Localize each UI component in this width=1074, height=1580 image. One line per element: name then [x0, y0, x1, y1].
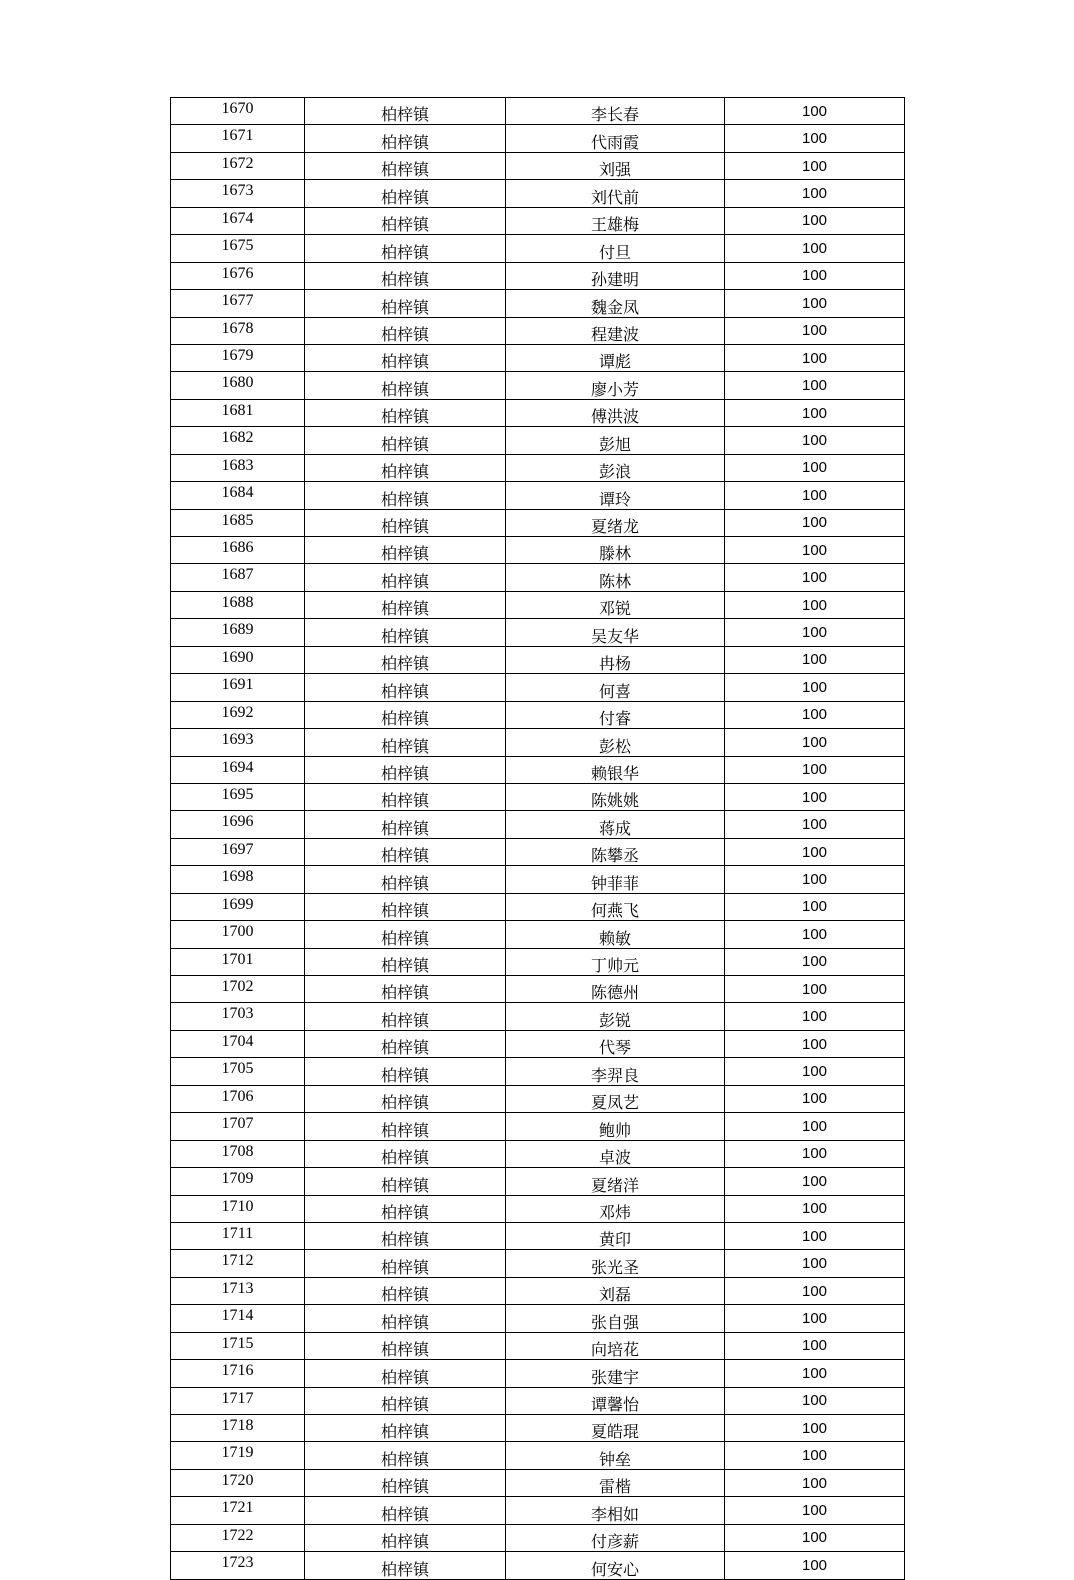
town-cell: 柏梓镇 [305, 125, 506, 152]
table-row [171, 1469, 905, 1496]
table-row [171, 701, 905, 728]
person-name-cell: 刘磊 [506, 1277, 725, 1304]
amount-cell: 100 [725, 674, 905, 701]
town-cell: 柏梓镇 [305, 482, 506, 509]
town-cell: 柏梓镇 [305, 1113, 506, 1140]
town-cell: 柏梓镇 [305, 1360, 506, 1387]
amount-cell: 100 [725, 1305, 905, 1332]
town-cell: 柏梓镇 [305, 1168, 506, 1195]
table-row [171, 152, 905, 179]
row-number-cell: 1695 [171, 783, 305, 810]
row-number-cell: 1721 [171, 1497, 305, 1524]
row-number-cell: 1679 [171, 344, 305, 371]
amount-cell: 100 [725, 1524, 905, 1551]
amount-cell: 100 [725, 1030, 905, 1057]
person-name-cell: 彭浪 [506, 454, 725, 481]
amount-cell: 100 [725, 948, 905, 975]
person-name-cell: 彭松 [506, 729, 725, 756]
town-cell: 柏梓镇 [305, 1524, 506, 1551]
person-name-cell: 代雨霞 [506, 125, 725, 152]
person-name-cell: 陈姚姚 [506, 783, 725, 810]
recipient-table-body [171, 98, 905, 1580]
amount-cell: 100 [725, 838, 905, 865]
table-row [171, 619, 905, 646]
town-cell: 柏梓镇 [305, 290, 506, 317]
row-number-cell: 1701 [171, 948, 305, 975]
town-cell: 柏梓镇 [305, 1085, 506, 1112]
table-row [171, 756, 905, 783]
town-cell: 柏梓镇 [305, 976, 506, 1003]
town-cell: 柏梓镇 [305, 1332, 506, 1359]
row-number-cell: 1683 [171, 454, 305, 481]
person-name-cell: 谭馨怡 [506, 1387, 725, 1414]
table-row [171, 1305, 905, 1332]
table-row [171, 1360, 905, 1387]
table-row [171, 1524, 905, 1551]
town-cell: 柏梓镇 [305, 399, 506, 426]
table-row [171, 427, 905, 454]
person-name-cell: 邓炜 [506, 1195, 725, 1222]
person-name-cell: 傅洪波 [506, 399, 725, 426]
table-row [171, 1277, 905, 1304]
amount-cell: 100 [725, 1250, 905, 1277]
amount-cell: 100 [725, 1168, 905, 1195]
table-row [171, 729, 905, 756]
amount-cell: 100 [725, 646, 905, 673]
town-cell: 柏梓镇 [305, 235, 506, 262]
table-row [171, 125, 905, 152]
town-cell: 柏梓镇 [305, 1442, 506, 1469]
table-row [171, 976, 905, 1003]
town-cell: 柏梓镇 [305, 262, 506, 289]
amount-cell: 100 [725, 783, 905, 810]
amount-cell: 100 [725, 317, 905, 344]
person-name-cell: 王雄梅 [506, 207, 725, 234]
table-row [171, 838, 905, 865]
amount-cell: 100 [725, 811, 905, 838]
person-name-cell: 钟垒 [506, 1442, 725, 1469]
town-cell: 柏梓镇 [305, 1387, 506, 1414]
town-cell: 柏梓镇 [305, 1003, 506, 1030]
amount-cell: 100 [725, 262, 905, 289]
table-row [171, 1552, 905, 1579]
town-cell: 柏梓镇 [305, 152, 506, 179]
amount-cell: 100 [725, 893, 905, 920]
person-name-cell: 赖银华 [506, 756, 725, 783]
person-name-cell: 邓锐 [506, 591, 725, 618]
amount-cell: 100 [725, 1415, 905, 1442]
town-cell: 柏梓镇 [305, 98, 506, 125]
town-cell: 柏梓镇 [305, 893, 506, 920]
table-row [171, 674, 905, 701]
town-cell: 柏梓镇 [305, 207, 506, 234]
table-row [171, 1415, 905, 1442]
row-number-cell: 1709 [171, 1168, 305, 1195]
row-number-cell: 1722 [171, 1524, 305, 1551]
table-row [171, 344, 905, 371]
row-number-cell: 1723 [171, 1552, 305, 1579]
amount-cell: 100 [725, 399, 905, 426]
row-number-cell: 1691 [171, 674, 305, 701]
row-number-cell: 1704 [171, 1030, 305, 1057]
person-name-cell: 彭锐 [506, 1003, 725, 1030]
row-number-cell: 1678 [171, 317, 305, 344]
table-row [171, 811, 905, 838]
person-name-cell: 孙建明 [506, 262, 725, 289]
town-cell: 柏梓镇 [305, 619, 506, 646]
town-cell: 柏梓镇 [305, 646, 506, 673]
row-number-cell: 1718 [171, 1415, 305, 1442]
table-row [171, 509, 905, 536]
person-name-cell: 夏皓琨 [506, 1415, 725, 1442]
town-cell: 柏梓镇 [305, 701, 506, 728]
amount-cell: 100 [725, 1058, 905, 1085]
row-number-cell: 1699 [171, 893, 305, 920]
table-row [171, 372, 905, 399]
town-cell: 柏梓镇 [305, 756, 506, 783]
table-row [171, 948, 905, 975]
row-number-cell: 1710 [171, 1195, 305, 1222]
town-cell: 柏梓镇 [305, 372, 506, 399]
row-number-cell: 1719 [171, 1442, 305, 1469]
row-number-cell: 1692 [171, 701, 305, 728]
town-cell: 柏梓镇 [305, 921, 506, 948]
amount-cell: 100 [725, 235, 905, 262]
table-row [171, 290, 905, 317]
table-row [171, 98, 905, 125]
amount-cell: 100 [725, 427, 905, 454]
row-number-cell: 1697 [171, 838, 305, 865]
town-cell: 柏梓镇 [305, 1277, 506, 1304]
person-name-cell: 陈攀丞 [506, 838, 725, 865]
row-number-cell: 1680 [171, 372, 305, 399]
amount-cell: 100 [725, 701, 905, 728]
amount-cell: 100 [725, 591, 905, 618]
town-cell: 柏梓镇 [305, 1195, 506, 1222]
table-row [171, 783, 905, 810]
town-cell: 柏梓镇 [305, 344, 506, 371]
person-name-cell: 付旦 [506, 235, 725, 262]
amount-cell: 100 [725, 180, 905, 207]
person-name-cell: 陈林 [506, 564, 725, 591]
row-number-cell: 1671 [171, 125, 305, 152]
town-cell: 柏梓镇 [305, 1469, 506, 1496]
amount-cell: 100 [725, 921, 905, 948]
town-cell: 柏梓镇 [305, 1058, 506, 1085]
person-name-cell: 向培花 [506, 1332, 725, 1359]
row-number-cell: 1673 [171, 180, 305, 207]
person-name-cell: 魏金凤 [506, 290, 725, 317]
person-name-cell: 李长春 [506, 98, 725, 125]
person-name-cell: 夏绪龙 [506, 509, 725, 536]
amount-cell: 100 [725, 509, 905, 536]
amount-cell: 100 [725, 756, 905, 783]
table-row [171, 482, 905, 509]
row-number-cell: 1708 [171, 1140, 305, 1167]
table-row [171, 399, 905, 426]
table-row [171, 1085, 905, 1112]
amount-cell: 100 [725, 1195, 905, 1222]
row-number-cell: 1688 [171, 591, 305, 618]
amount-cell: 100 [725, 344, 905, 371]
amount-cell: 100 [725, 1387, 905, 1414]
amount-cell: 100 [725, 1552, 905, 1579]
row-number-cell: 1670 [171, 98, 305, 125]
person-name-cell: 付睿 [506, 701, 725, 728]
table-row [171, 1222, 905, 1249]
row-number-cell: 1705 [171, 1058, 305, 1085]
town-cell: 柏梓镇 [305, 1497, 506, 1524]
table-row [171, 921, 905, 948]
recipient-table [170, 97, 905, 1580]
town-cell: 柏梓镇 [305, 729, 506, 756]
amount-cell: 100 [725, 290, 905, 317]
table-row [171, 180, 905, 207]
row-number-cell: 1690 [171, 646, 305, 673]
table-row [171, 537, 905, 564]
person-name-cell: 代琴 [506, 1030, 725, 1057]
amount-cell: 100 [725, 1085, 905, 1112]
person-name-cell: 李羿良 [506, 1058, 725, 1085]
row-number-cell: 1707 [171, 1113, 305, 1140]
person-name-cell: 赖敏 [506, 921, 725, 948]
row-number-cell: 1700 [171, 921, 305, 948]
row-number-cell: 1684 [171, 482, 305, 509]
row-number-cell: 1706 [171, 1085, 305, 1112]
person-name-cell: 李相如 [506, 1497, 725, 1524]
person-name-cell: 钟菲菲 [506, 866, 725, 893]
table-row [171, 1113, 905, 1140]
table-row [171, 1250, 905, 1277]
amount-cell: 100 [725, 1003, 905, 1030]
person-name-cell: 吴友华 [506, 619, 725, 646]
person-name-cell: 黄印 [506, 1222, 725, 1249]
row-number-cell: 1686 [171, 537, 305, 564]
amount-cell: 100 [725, 619, 905, 646]
row-number-cell: 1681 [171, 399, 305, 426]
person-name-cell: 滕林 [506, 537, 725, 564]
amount-cell: 100 [725, 98, 905, 125]
row-number-cell: 1682 [171, 427, 305, 454]
table-row [171, 1195, 905, 1222]
row-number-cell: 1696 [171, 811, 305, 838]
person-name-cell: 夏绪洋 [506, 1168, 725, 1195]
amount-cell: 100 [725, 1277, 905, 1304]
row-number-cell: 1675 [171, 235, 305, 262]
person-name-cell: 鲍帅 [506, 1113, 725, 1140]
town-cell: 柏梓镇 [305, 591, 506, 618]
town-cell: 柏梓镇 [305, 317, 506, 344]
person-name-cell: 张建宇 [506, 1360, 725, 1387]
row-number-cell: 1693 [171, 729, 305, 756]
amount-cell: 100 [725, 1113, 905, 1140]
row-number-cell: 1712 [171, 1250, 305, 1277]
person-name-cell: 陈德州 [506, 976, 725, 1003]
amount-cell: 100 [725, 564, 905, 591]
row-number-cell: 1714 [171, 1305, 305, 1332]
table-row [171, 454, 905, 481]
table-row [171, 564, 905, 591]
town-cell: 柏梓镇 [305, 537, 506, 564]
row-number-cell: 1713 [171, 1277, 305, 1304]
town-cell: 柏梓镇 [305, 564, 506, 591]
row-number-cell: 1711 [171, 1222, 305, 1249]
person-name-cell: 刘强 [506, 152, 725, 179]
person-name-cell: 雷楷 [506, 1469, 725, 1496]
table-row [171, 1497, 905, 1524]
person-name-cell: 程建波 [506, 317, 725, 344]
person-name-cell: 谭玲 [506, 482, 725, 509]
amount-cell: 100 [725, 125, 905, 152]
person-name-cell: 何燕飞 [506, 893, 725, 920]
amount-cell: 100 [725, 1222, 905, 1249]
town-cell: 柏梓镇 [305, 1305, 506, 1332]
amount-cell: 100 [725, 454, 905, 481]
table-row [171, 1003, 905, 1030]
amount-cell: 100 [725, 372, 905, 399]
amount-cell: 100 [725, 866, 905, 893]
table-row [171, 1058, 905, 1085]
row-number-cell: 1672 [171, 152, 305, 179]
town-cell: 柏梓镇 [305, 1222, 506, 1249]
row-number-cell: 1687 [171, 564, 305, 591]
town-cell: 柏梓镇 [305, 1250, 506, 1277]
person-name-cell: 蒋成 [506, 811, 725, 838]
person-name-cell: 廖小芳 [506, 372, 725, 399]
table-row [171, 262, 905, 289]
row-number-cell: 1676 [171, 262, 305, 289]
row-number-cell: 1674 [171, 207, 305, 234]
amount-cell: 100 [725, 729, 905, 756]
person-name-cell: 谭彪 [506, 344, 725, 371]
table-row [171, 1332, 905, 1359]
row-number-cell: 1716 [171, 1360, 305, 1387]
amount-cell: 100 [725, 152, 905, 179]
amount-cell: 100 [725, 1140, 905, 1167]
town-cell: 柏梓镇 [305, 509, 506, 536]
row-number-cell: 1715 [171, 1332, 305, 1359]
person-name-cell: 何安心 [506, 1552, 725, 1579]
person-name-cell: 彭旭 [506, 427, 725, 454]
town-cell: 柏梓镇 [305, 838, 506, 865]
table-row [171, 866, 905, 893]
row-number-cell: 1677 [171, 290, 305, 317]
table-row [171, 1168, 905, 1195]
row-number-cell: 1717 [171, 1387, 305, 1414]
town-cell: 柏梓镇 [305, 1030, 506, 1057]
amount-cell: 100 [725, 976, 905, 1003]
person-name-cell: 刘代前 [506, 180, 725, 207]
person-name-cell: 张自强 [506, 1305, 725, 1332]
table-row [171, 1140, 905, 1167]
town-cell: 柏梓镇 [305, 454, 506, 481]
row-number-cell: 1694 [171, 756, 305, 783]
row-number-cell: 1703 [171, 1003, 305, 1030]
table-row [171, 207, 905, 234]
table-row [171, 235, 905, 262]
person-name-cell: 付彦薪 [506, 1524, 725, 1551]
town-cell: 柏梓镇 [305, 1415, 506, 1442]
person-name-cell: 卓波 [506, 1140, 725, 1167]
row-number-cell: 1702 [171, 976, 305, 1003]
person-name-cell: 张光圣 [506, 1250, 725, 1277]
amount-cell: 100 [725, 1497, 905, 1524]
row-number-cell: 1720 [171, 1469, 305, 1496]
amount-cell: 100 [725, 1469, 905, 1496]
row-number-cell: 1685 [171, 509, 305, 536]
person-name-cell: 冉杨 [506, 646, 725, 673]
town-cell: 柏梓镇 [305, 180, 506, 207]
town-cell: 柏梓镇 [305, 783, 506, 810]
table-row [171, 591, 905, 618]
person-name-cell: 夏凤艺 [506, 1085, 725, 1112]
amount-cell: 100 [725, 1360, 905, 1387]
table-row [171, 317, 905, 344]
town-cell: 柏梓镇 [305, 1140, 506, 1167]
town-cell: 柏梓镇 [305, 427, 506, 454]
amount-cell: 100 [725, 207, 905, 234]
table-row [171, 646, 905, 673]
row-number-cell: 1689 [171, 619, 305, 646]
table-row [171, 1387, 905, 1414]
town-cell: 柏梓镇 [305, 948, 506, 975]
town-cell: 柏梓镇 [305, 1552, 506, 1579]
amount-cell: 100 [725, 1442, 905, 1469]
table-row [171, 893, 905, 920]
amount-cell: 100 [725, 537, 905, 564]
row-number-cell: 1698 [171, 866, 305, 893]
town-cell: 柏梓镇 [305, 866, 506, 893]
person-name-cell: 何喜 [506, 674, 725, 701]
table-row [171, 1030, 905, 1057]
amount-cell: 100 [725, 1332, 905, 1359]
town-cell: 柏梓镇 [305, 811, 506, 838]
table-row [171, 1442, 905, 1469]
amount-cell: 100 [725, 482, 905, 509]
town-cell: 柏梓镇 [305, 674, 506, 701]
person-name-cell: 丁帅元 [506, 948, 725, 975]
